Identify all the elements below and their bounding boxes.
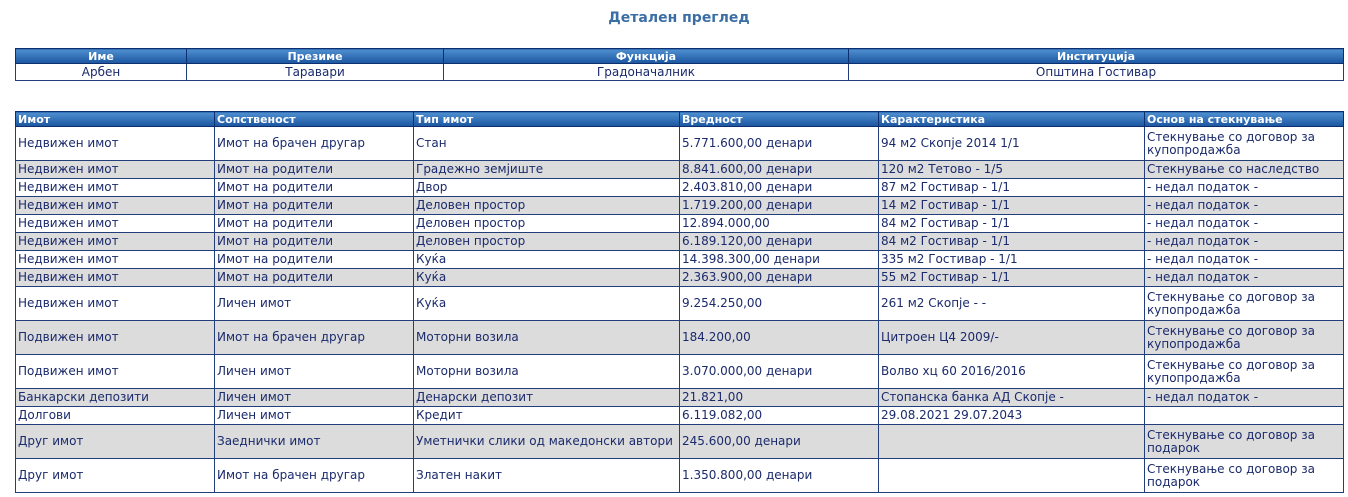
asset-type-cell: Куќа [414, 287, 680, 321]
table-row [16, 425, 1344, 459]
acquisition-basis-cell: - недал податок - [1145, 269, 1344, 287]
asset-cell: Банкарски депозити [16, 389, 215, 407]
characteristics-cell: 55 м2 Гостивар - 1/1 [879, 269, 1145, 287]
asset-type-cell: Денарски депозит [414, 389, 680, 407]
characteristics-cell: 261 м2 Скопје - - [879, 287, 1145, 321]
table-row [16, 389, 1344, 407]
header-function: Функција [444, 49, 849, 64]
asset-cell: Друг имот [16, 459, 215, 493]
value-cell: 14.398.300,00 денари [680, 251, 879, 269]
asset-type-cell: Моторни возила [414, 355, 680, 389]
last-name-value: Таравари [187, 64, 444, 81]
first-name-value: Арбен [16, 64, 187, 81]
header-last-name: Презиме [187, 49, 444, 64]
header-ownership: Сопственост [215, 112, 414, 127]
value-cell: 3.070.000,00 денари [680, 355, 879, 389]
header-characteristics: Карактеристика [879, 112, 1145, 127]
asset-type-cell: Градежно земјиште [414, 161, 680, 179]
asset-type-cell: Златен накит [414, 459, 680, 493]
table-row [16, 161, 1344, 179]
asset-type-cell: Кредит [414, 407, 680, 425]
asset-cell: Недвижен имот [16, 233, 215, 251]
characteristics-cell: 14 м2 Гостивар - 1/1 [879, 197, 1145, 215]
asset-cell: Недвижен имот [16, 161, 215, 179]
ownership-cell: Заеднички имот [215, 425, 414, 459]
table-row [16, 355, 1344, 389]
acquisition-basis-cell: - недал податок - [1145, 233, 1344, 251]
asset-cell: Друг имот [16, 425, 215, 459]
ownership-cell: Личен имот [215, 407, 414, 425]
header-acquisition-basis: Основ на стекнување [1145, 112, 1344, 127]
characteristics-cell: Стопанска банка АД Скопје - [879, 389, 1145, 407]
ownership-cell: Имот на брачен другар [215, 459, 414, 493]
value-cell: 12.894.000,00 [680, 215, 879, 233]
ownership-cell: Имот на родители [215, 197, 414, 215]
asset-cell: Недвижен имот [16, 197, 215, 215]
ownership-cell: Имот на родители [215, 269, 414, 287]
value-cell: 184.200,00 [680, 321, 879, 355]
characteristics-cell: Волво хц 60 2016/2016 [879, 355, 1145, 389]
ownership-cell: Личен имот [215, 389, 414, 407]
asset-cell: Недвижен имот [16, 269, 215, 287]
ownership-cell: Имот на родители [215, 233, 414, 251]
characteristics-cell [879, 459, 1145, 493]
table-row [16, 197, 1344, 215]
acquisition-basis-cell: - недал податок - [1145, 179, 1344, 197]
ownership-cell: Личен имот [215, 355, 414, 389]
asset-type-cell: Стан [414, 127, 680, 161]
acquisition-basis-cell: Стекнување со договор за подарок [1145, 459, 1344, 493]
value-cell: 2.363.900,00 денари [680, 269, 879, 287]
header-asset: Имот [16, 112, 215, 127]
table-row [16, 127, 1344, 161]
value-cell: 1.719.200,00 денари [680, 197, 879, 215]
characteristics-cell [879, 425, 1145, 459]
asset-type-cell: Деловен простор [414, 215, 680, 233]
ownership-cell: Имот на родители [215, 179, 414, 197]
asset-type-cell: Деловен простор [414, 233, 680, 251]
acquisition-basis-cell: Стекнување со наследство [1145, 161, 1344, 179]
asset-cell: Долгови [16, 407, 215, 425]
table-row [16, 215, 1344, 233]
characteristics-cell: 84 м2 Гостивар - 1/1 [879, 233, 1145, 251]
acquisition-basis-cell: Стекнување со договор за купопродажба [1145, 321, 1344, 355]
acquisition-basis-cell: - недал податок - [1145, 215, 1344, 233]
asset-type-cell: Деловен простор [414, 197, 680, 215]
asset-cell: Недвижен имот [16, 215, 215, 233]
table-row [16, 287, 1344, 321]
table-row [16, 251, 1344, 269]
ownership-cell: Личен имот [215, 287, 414, 321]
table-row [16, 459, 1344, 493]
page-title: Детален преглед [608, 10, 750, 26]
value-cell: 9.254.250,00 [680, 287, 879, 321]
characteristics-cell: Цитроен Ц4 2009/- [879, 321, 1145, 355]
institution-value: Општина Гостивар [849, 64, 1344, 81]
acquisition-basis-cell: Стекнување со договор за купопродажба [1145, 287, 1344, 321]
asset-type-cell: Куќа [414, 269, 680, 287]
asset-cell: Подвижен имот [16, 321, 215, 355]
characteristics-cell: 84 м2 Гостивар - 1/1 [879, 215, 1145, 233]
asset-cell: Недвижен имот [16, 127, 215, 161]
value-cell: 1.350.800,00 денари [680, 459, 879, 493]
acquisition-basis-cell: Стекнување со договор за купопродажба [1145, 355, 1344, 389]
value-cell: 6.119.082,00 [680, 407, 879, 425]
asset-type-cell: Моторни возила [414, 321, 680, 355]
value-cell: 21.821,00 [680, 389, 879, 407]
asset-cell: Недвижен имот [16, 251, 215, 269]
header-asset-type: Тип имот [414, 112, 680, 127]
header-value: Вредност [680, 112, 879, 127]
characteristics-cell: 94 м2 Скопје 2014 1/1 [879, 127, 1145, 161]
acquisition-basis-cell: Стекнување со договор за подарок [1145, 425, 1344, 459]
ownership-cell: Имот на родители [215, 215, 414, 233]
characteristics-cell: 29.08.2021 29.07.2043 [879, 407, 1145, 425]
value-cell: 8.841.600,00 денари [680, 161, 879, 179]
function-value: Градоначалник [444, 64, 849, 81]
table-row [16, 269, 1344, 287]
asset-type-cell: Куќа [414, 251, 680, 269]
table-row [16, 233, 1344, 251]
ownership-cell: Имот на родители [215, 251, 414, 269]
characteristics-cell: 120 м2 Тетово - 1/5 [879, 161, 1145, 179]
acquisition-basis-cell: - недал податок - [1145, 251, 1344, 269]
assets-table [15, 111, 1344, 493]
acquisition-basis-cell: Стекнување со договор за купопродажба [1145, 127, 1344, 161]
official-info-header-row [16, 49, 1344, 64]
asset-cell: Подвижен имот [16, 355, 215, 389]
ownership-cell: Имот на родители [215, 161, 414, 179]
asset-type-cell: Уметнички слики од македонски автори [414, 425, 680, 459]
official-info-table [15, 48, 1344, 81]
header-institution: Институција [849, 49, 1344, 64]
asset-cell: Недвижен имот [16, 179, 215, 197]
official-info-row [16, 64, 1344, 81]
value-cell: 245.600,00 денари [680, 425, 879, 459]
assets-header-row [16, 112, 1344, 127]
table-row [16, 321, 1344, 355]
value-cell: 6.189.120,00 денари [680, 233, 879, 251]
table-row [16, 179, 1344, 197]
value-cell: 2.403.810,00 денари [680, 179, 879, 197]
acquisition-basis-cell: - недал податок - [1145, 197, 1344, 215]
acquisition-basis-cell: - недал податок - [1145, 389, 1344, 407]
header-first-name: Име [16, 49, 187, 64]
characteristics-cell: 335 м2 Гостивар - 1/1 [879, 251, 1145, 269]
table-row [16, 407, 1344, 425]
asset-cell: Недвижен имот [16, 287, 215, 321]
asset-type-cell: Двор [414, 179, 680, 197]
acquisition-basis-cell [1145, 407, 1344, 425]
characteristics-cell: 87 м2 Гостивар - 1/1 [879, 179, 1145, 197]
ownership-cell: Имот на брачен другар [215, 321, 414, 355]
value-cell: 5.771.600,00 денари [680, 127, 879, 161]
ownership-cell: Имот на брачен другар [215, 127, 414, 161]
